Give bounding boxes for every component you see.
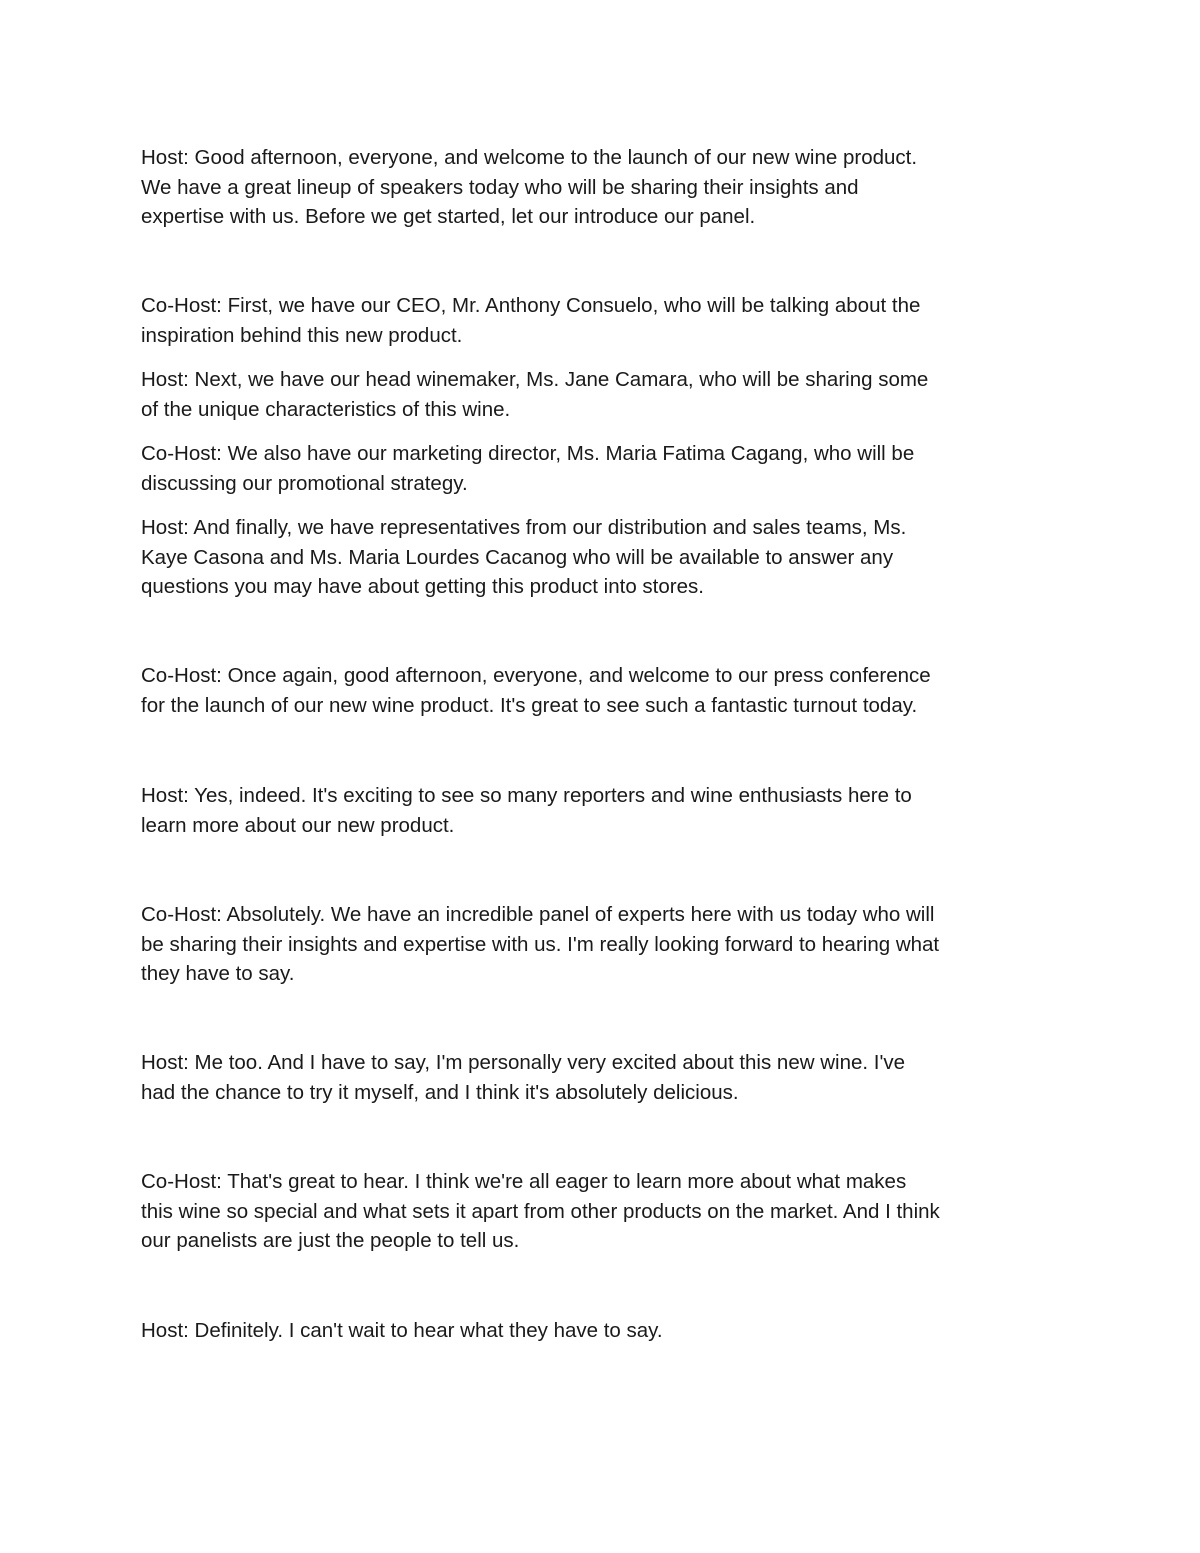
text-line: discussing our promotional strategy. <box>141 471 468 495</box>
text-line: Co-Host: Absolutely. We have an incredible panel of experts here with us today who will <box>141 903 935 926</box>
dialogue-paragraph <box>141 291 920 350</box>
text-line: had the chance to try it myself, and I think it's absolutely delicious. <box>141 1080 739 1104</box>
text-line: learn more about our new product. <box>141 813 455 837</box>
text-line: Co-Host: We also have our marketing director, Ms. Maria Fatima Cagang, who will be <box>141 442 915 465</box>
text-line: of the unique characteristics of this wine. <box>141 397 511 421</box>
text-line: they have to say. <box>141 962 295 985</box>
dialogue-paragraph <box>141 143 917 232</box>
text-line: for the launch of our new wine product. It's great to see such a fantastic turnout today. <box>141 693 918 717</box>
text-line: Host: Next, we have our head winemaker, Ms. Jane Camara, who will be sharing some <box>141 368 929 391</box>
text-line: Co-Host: That's great to hear. I think we're all eager to learn more about what makes <box>141 1170 907 1193</box>
text-line: be sharing their insights and expertise with us. I'm really looking forward to hearing what <box>141 932 940 956</box>
text-line: Host: Yes, indeed. It's exciting to see so many reporters and wine enthusiasts here to <box>141 784 912 807</box>
text-line: our panelists are just the people to tell us. <box>141 1229 520 1252</box>
dialogue-paragraph <box>141 365 928 424</box>
dialogue-paragraph <box>141 1316 663 1346</box>
text-line: this wine so special and what sets it apart from other products on the market. And I think <box>141 1199 940 1223</box>
dialogue-paragraph <box>141 1167 940 1256</box>
text-line: Co-Host: First, we have our CEO, Mr. Anthony Consuelo, who will be talking about the <box>141 294 921 317</box>
dialogue-paragraph <box>141 513 906 602</box>
dialogue-paragraph <box>141 1048 905 1107</box>
text-line: Host: And finally, we have representatives from our distribution and sales teams, Ms. <box>141 516 907 539</box>
text-line: questions you may have about getting this product into stores. <box>141 575 704 598</box>
dialogue-paragraph <box>141 900 939 989</box>
dialogue-paragraph <box>141 661 931 720</box>
text-line: Host: Good afternoon, everyone, and welcome to the launch of our new wine product. <box>141 146 918 169</box>
dialogue-paragraph <box>141 781 912 840</box>
text-line: Co-Host: Once again, good afternoon, everyone, and welcome to our press conference <box>141 664 931 687</box>
dialogue-paragraph <box>141 439 914 498</box>
text-line: We have a great lineup of speakers today who will be sharing their insights and <box>141 175 859 199</box>
text-line: Kaye Casona and Ms. Maria Lourdes Cacanog who will be available to answer any <box>141 545 894 569</box>
text-line: expertise with us. Before we get started, let our introduce our panel. <box>141 205 756 228</box>
text-line: Host: Me too. And I have to say, I'm personally very excited about this new wine. I've <box>141 1051 906 1074</box>
text-line: Host: Definitely. I can't wait to hear what they have to say. <box>141 1319 663 1342</box>
text-line: inspiration behind this new product. <box>141 323 463 347</box>
